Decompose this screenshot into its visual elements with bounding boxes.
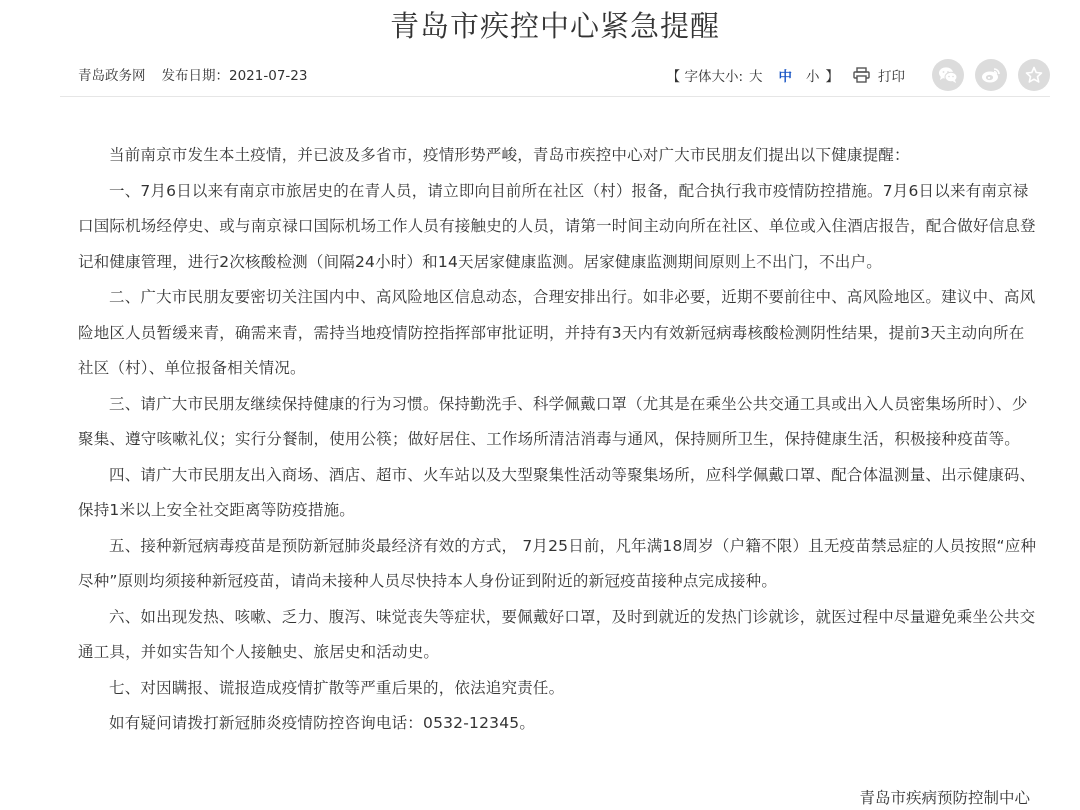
wechat-icon <box>938 66 958 84</box>
article-meta <box>78 64 307 84</box>
article-paragraph: 四、请广大市民朋友出入商场、酒店、超市、火车站以及大型聚集性活动等聚集场所，应科学佩戴口罩、配合体温测量、出示健康码、保持1米以上安全社交距离等防疫措施。 <box>78 465 1036 519</box>
font-size-prefix: 【 字体大小: <box>666 69 743 85</box>
article-paragraph: 一、7月6日以来有南京市旅居史的在青人员，请立即向目前所在社区（村）报备，配合执行我市疫情防控措施。7月6日以来有南京禄口国际机场经停史、或与南京禄口国际机场工作人员有接触史的人员，请第一时间主动向所在社区、单位或入住酒店报告，配合做好信息登记和健康管理，进行2次核酸检测（间隔24小时）和14天居家健康监测。居家健康监测期间原则上不出门，不出户。 <box>78 181 1036 271</box>
font-size-medium-button[interactable]: 中 <box>778 69 792 85</box>
article-body <box>78 138 1038 742</box>
article-paragraph: 三、请广大市民朋友继续保持健康的行为习惯。保持勤洗手、科学佩戴口罩（尤其是在乘坐公共交通工具或出入人员密集场所时）、少聚集、遵守咳嗽礼仪；实行分餐制，使用公筷；做好居住、工作场所清洁消毒与通风，保持厕所卫生，保持健康生活，积极接种疫苗等。 <box>78 394 1028 448</box>
article-paragraph: 五、接种新冠病毒疫苗是预防新冠肺炎最经济有效的方式， 7月25日前，凡年满18周岁（户籍不限）且无疫苗禁忌症的人员按照“应种尽种”原则均须接种新冠疫苗，请尚未接种人员尽快持本人身份证到附近的新冠疫苗接种点完成接种。 <box>78 536 1037 590</box>
article-tools <box>667 54 1050 96</box>
share-favorite-button[interactable] <box>1018 59 1050 91</box>
article-paragraph: 如有疑问请拨打新冠肺炎疫情防控咨询电话：0532-12345。 <box>109 714 536 732</box>
print-label: 打印 <box>878 69 905 85</box>
font-size-small-button[interactable]: 小 <box>806 69 820 85</box>
article-paragraph: 二、广大市民朋友要密切关注国内中、高风险地区信息动态，合理安排出行。如非必要，近期不要前往中、高风险地区。建议中、高风险地区人员暂缓来青，确需来青，需持当地疫情防控指挥部审批证明，并持有3天内有效新冠病毒核酸检测阴性结果，提前3天主动向所在社区（村）、单位报备相关情况。 <box>78 288 1036 377</box>
favorite-icon <box>1025 66 1043 84</box>
font-size-suffix: 】 <box>825 69 839 85</box>
page-title: 青岛市疾控中心紧急提醒 <box>389 9 720 43</box>
font-size-large-button[interactable]: 大 <box>749 69 763 85</box>
printer-icon <box>853 67 870 83</box>
share-wechat-button[interactable] <box>932 59 964 91</box>
print-button[interactable] <box>853 65 905 85</box>
font-size-selector <box>667 65 839 85</box>
article-signature: 青岛市疾病预防控制中心 <box>859 789 1030 807</box>
share-weibo-button[interactable] <box>975 59 1007 91</box>
article-meta-bar <box>60 54 1050 97</box>
source-label: 青岛政务网 <box>78 68 146 84</box>
article-paragraph: 六、如出现发热、咳嗽、乏力、腹泻、味觉丧失等症状，要佩戴好口罩，及时到就近的发热门诊就诊，就医过程中尽量避免乘坐公共交通工具，并如实告知个人接触史、旅居史和活动史。 <box>78 607 1036 661</box>
weibo-icon <box>981 66 1001 84</box>
article-paragraph: 当前南京市发生本土疫情，并已波及多省市，疫情形势严峻，青岛市疾控中心对广大市民朋友们提出以下健康提醒： <box>109 146 910 164</box>
article-paragraph: 七、对因瞒报、谎报造成疫情扩散等严重后果的，依法追究责任。 <box>109 678 565 697</box>
publish-date: 发布日期：2021-07-23 <box>161 68 308 84</box>
